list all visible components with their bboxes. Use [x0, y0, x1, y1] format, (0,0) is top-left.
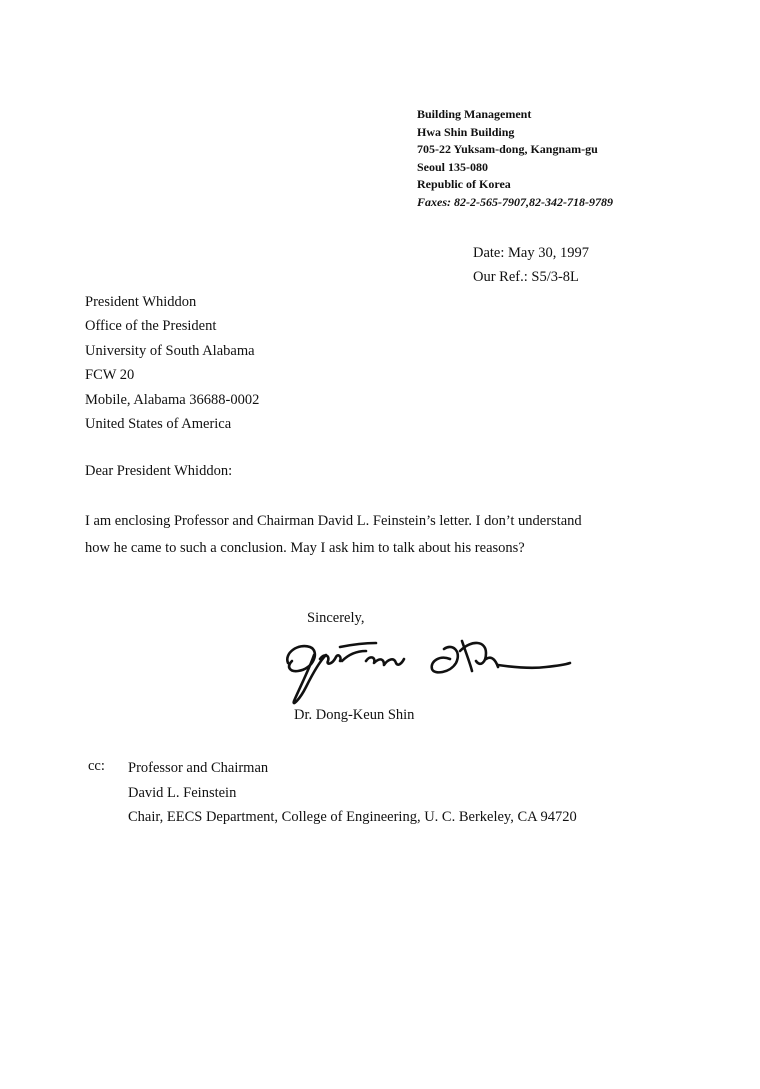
cc-line-affiliation: Chair, EECS Department, College of Engineering, U. C. Berkeley, CA 94720 [128, 809, 577, 825]
recipient-university: University of South Alabama [85, 342, 255, 359]
sender-line-country: Republic of Korea [417, 177, 511, 191]
recipient-city: Mobile, Alabama 36688-0002 [85, 391, 260, 408]
cc-label: cc: [88, 758, 105, 774]
recipient-address-block [85, 290, 259, 436]
body-line: how he came to such a conclusion. May I ask him to talk about his reasons? [85, 540, 525, 556]
sender-line-building: Hwa Shin Building [417, 124, 515, 139]
sender-line-organization: Building Management [417, 107, 532, 121]
recipient-country: United States of America [85, 416, 232, 433]
recipient-building: FCW 20 [85, 367, 135, 384]
handwritten-signature [280, 625, 580, 713]
sender-line-street: 705-22 Yuksam-dong, Kangnam-gu [417, 142, 598, 156]
letter-date: Date: May 30, 1997 [473, 245, 589, 261]
recipient-office: Office of the President [85, 318, 217, 335]
recipient-name: President Whiddon [85, 294, 197, 310]
date-reference-block [473, 241, 589, 289]
sender-address-block [417, 106, 613, 211]
closing: Sincerely, [307, 610, 365, 626]
signer-name: Dr. Dong-Keun Shin [294, 707, 415, 723]
letter-body [85, 508, 582, 562]
letter-reference: Our Ref.: S5/3-8L [473, 269, 579, 285]
body-line: I am enclosing Professor and Chairman David L. Feinstein’s letter. I don’t understand [85, 513, 582, 529]
salutation: Dear President Whiddon: [85, 463, 233, 479]
cc-line-title: Professor and Chairman [128, 760, 269, 776]
sender-fax-numbers: Faxes: 82-2-565-7907,82-342-718-9789 [417, 194, 613, 209]
cc-recipient-block [128, 756, 577, 830]
cc-line-name: David L. Feinstein [128, 784, 237, 801]
sender-line-city: Seoul 135-080 [417, 159, 489, 174]
